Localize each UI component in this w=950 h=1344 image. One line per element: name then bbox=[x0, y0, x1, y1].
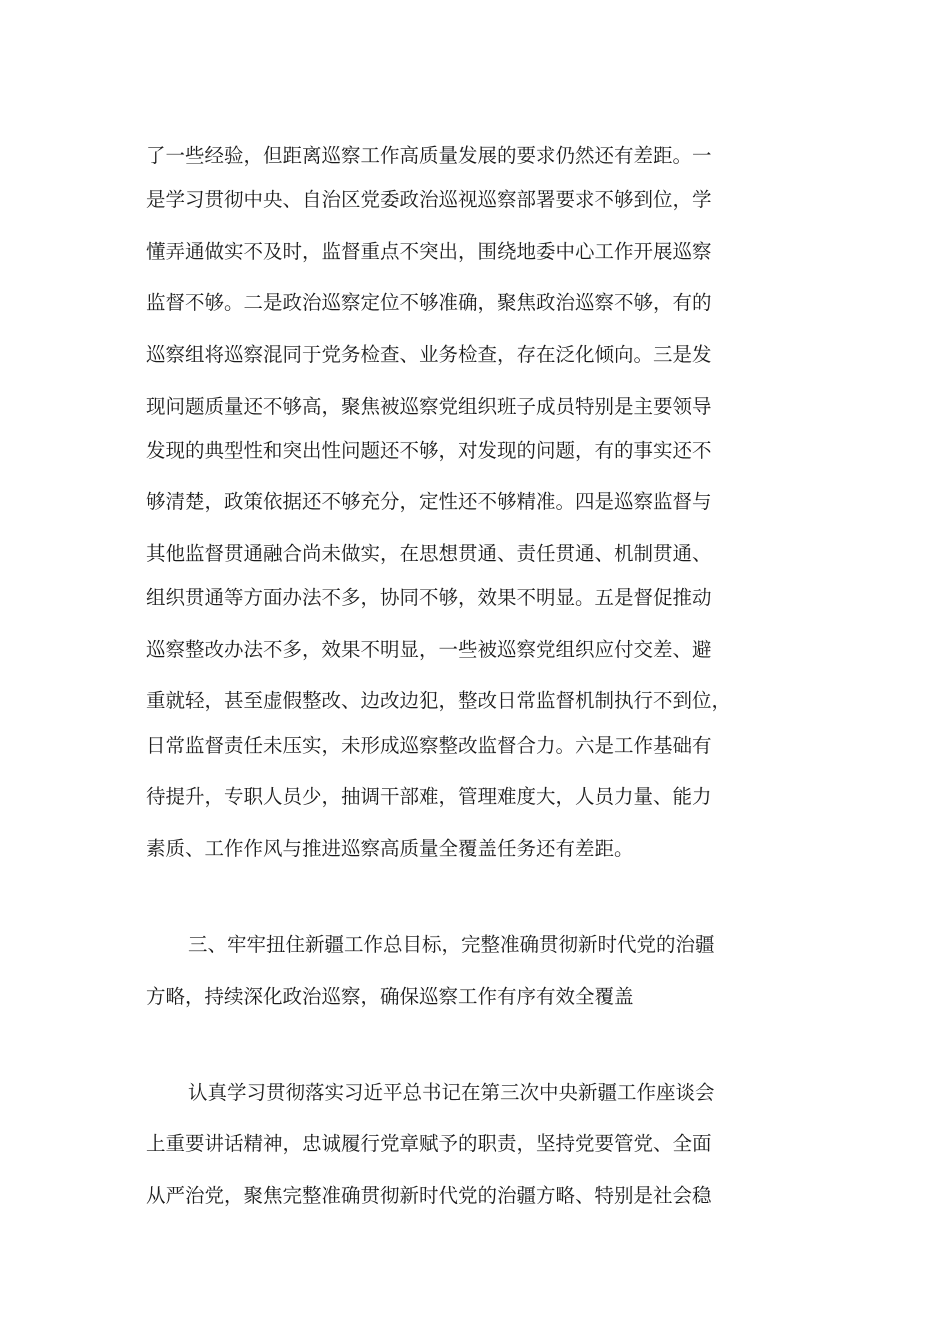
paragraph-1-line-5: 巡察组将巡察混同于党务检查、业务检查，存在泛化倾向。三是发 bbox=[146, 343, 712, 366]
paragraph-1-line-15: 素质、工作作风与推进巡察高质量全覆盖任务还有差距。 bbox=[146, 837, 634, 860]
paragraph-1-line-3: 懂弄通做实不及时，监督重点不突出，围绕地委中心工作开展巡察 bbox=[146, 240, 712, 263]
section-heading-line-1: 三、牢牢扭住新疆工作总目标，完整准确贯彻新时代党的治疆 bbox=[188, 933, 715, 956]
paragraph-1-line-8: 够清楚，政策依据还不够充分，定性还不够精准。四是巡察监督与 bbox=[146, 490, 712, 513]
paragraph-1-line-6: 现问题质量还不够高，聚焦被巡察党组织班子成员特别是主要领导 bbox=[146, 395, 712, 418]
paragraph-1-line-10: 组织贯通等方面办法不多，协同不够，效果不明显。五是督促推动 bbox=[146, 586, 712, 609]
paragraph-1-line-1: 了一些经验，但距离巡察工作高质量发展的要求仍然还有差距。一 bbox=[146, 144, 712, 167]
paragraph-1-line-4: 监督不够。二是政治巡察定位不够准确，聚焦政治巡察不够，有的 bbox=[146, 291, 712, 314]
section-heading-line-2: 方略，持续深化政治巡察，确保巡察工作有序有效全覆盖 bbox=[146, 985, 634, 1008]
paragraph-2-line-3: 从严治党，聚焦完整准确贯彻新时代党的治疆方略、特别是社会稳 bbox=[146, 1184, 712, 1207]
paragraph-1-line-12: 重就轻，甚至虚假整改、边改边犯，整改日常监督机制执行不到位， bbox=[146, 689, 732, 712]
paragraph-1-line-14: 待提升，专职人员少，抽调干部难，管理难度大，人员力量、能力 bbox=[146, 785, 712, 808]
paragraph-1-line-11: 巡察整改办法不多，效果不明显，一些被巡察党组织应付交差、避 bbox=[146, 638, 712, 661]
paragraph-1-line-7: 发现的典型性和突出性问题还不够，对发现的问题，有的事实还不 bbox=[146, 439, 712, 462]
paragraph-2-line-1: 认真学习贯彻落实习近平总书记在第三次中央新疆工作座谈会 bbox=[188, 1081, 715, 1104]
paragraph-2-line-2: 上重要讲话精神，忠诚履行党章赋予的职责，坚持党要管党、全面 bbox=[146, 1132, 712, 1155]
paragraph-1-line-13: 日常监督责任未压实，未形成巡察整改监督合力。六是工作基础有 bbox=[146, 734, 712, 757]
paragraph-1-line-2: 是学习贯彻中央、自治区党委政治巡视巡察部署要求不够到位，学 bbox=[146, 188, 712, 211]
paragraph-1-line-9: 其他监督贯通融合尚未做实，在思想贯通、责任贯通、机制贯通、 bbox=[146, 542, 712, 565]
